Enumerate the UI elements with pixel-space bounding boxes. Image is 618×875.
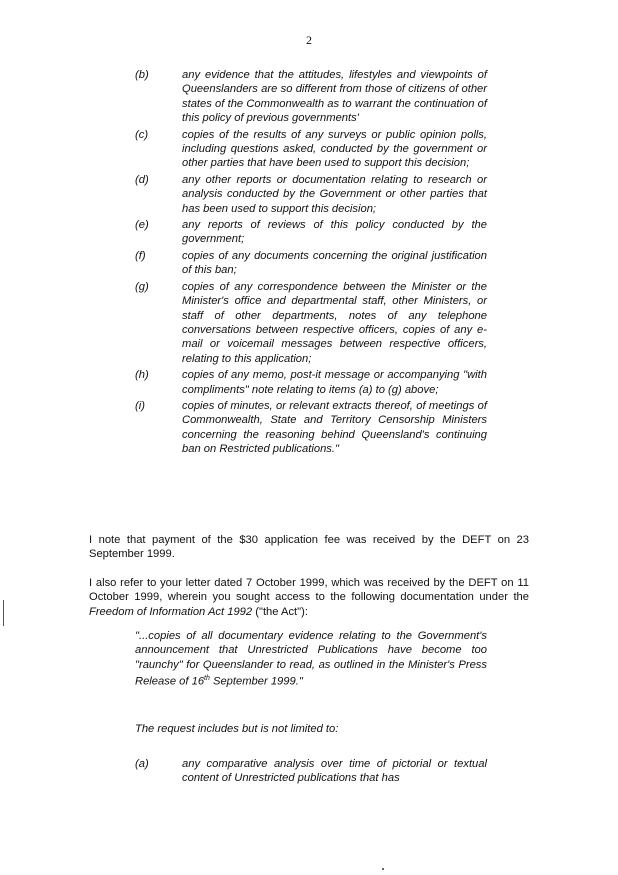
request-sublist xyxy=(135,757,487,788)
list-item-label: (d) xyxy=(135,173,149,186)
letter-text-start: I also refer to your letter dated 7 October 1999, which was received by the DEFT on 11 October 1999, wherein you sought access to the following documentation under the xyxy=(89,577,529,604)
quote-text: "...copies of all documentary evidence relating to the Government's announcement that Unrestricted Publications have become too "raunchy" for Queenslander to read, as outlined in the Minister's Press Release of 16 xyxy=(135,630,487,688)
page-number: 2 xyxy=(306,33,312,47)
letter-paragraph xyxy=(89,576,529,619)
list-item-label: (e) xyxy=(135,219,149,232)
list-item xyxy=(135,757,487,786)
quoted-request xyxy=(135,629,487,689)
fee-paragraph: I note that payment of the $30 application fee was received by the DEFT on 23 September 1999. xyxy=(89,534,529,561)
list-item-text: any other reports or documentation relating to research or analysis conducted by the Government or other parties that has been used to support this decision; xyxy=(182,173,487,215)
list-item-text: copies of any memo, post-it message or accompanying "with compliments" note relating to items (a) to (g) above; xyxy=(182,369,487,396)
list-item xyxy=(135,399,487,457)
list-item-label: (h) xyxy=(135,369,149,382)
act-name: Freedom of Information Act 1992 xyxy=(89,605,253,618)
list-item-text: copies of any correspondence between the Minister or the Minister's office and departmental staff, other Ministers, or staff of other departments, notes of any telephone conversations between respective officers, copies of any e-mail or voicemail messages between respective officers, relating to this application; xyxy=(182,280,487,365)
list-item-label: (g) xyxy=(135,280,149,293)
quote-end: September 1999." xyxy=(209,675,303,688)
list-item xyxy=(135,249,487,278)
list-item-text: copies of minutes, or relevant extracts thereof, of meetings of Commonwealth, State and Territory Censorship Ministers concerning the reasoning behind Queensland's continuing ban on Restricted publications." xyxy=(182,399,487,456)
list-item xyxy=(135,368,487,397)
list-item-label: (c) xyxy=(135,128,149,141)
list-item xyxy=(135,173,487,216)
list-item-text: any reports of reviews of this policy conducted by the government; xyxy=(182,219,487,246)
quote-superscript: th xyxy=(204,675,210,683)
list-item xyxy=(135,280,487,366)
scan-dot xyxy=(382,868,384,870)
list-item-text: any evidence that the attitudes, lifestyles and viewpoints of Queenslanders are so different from those of citizens of other states of the Commonwealth as to warrant the continuation of this policy of previous governments' xyxy=(182,69,487,125)
list-item-text: copies of the results of any surveys or public opinion polls, including questions asked, conducted by the government or other parties that have been used to support this decision; xyxy=(182,128,487,170)
list-item-label: (b) xyxy=(135,69,149,81)
list-item-label: (f) xyxy=(135,249,146,262)
list-item-text: any comparative analysis over time of pictorial or textual content of Unrestricted publications that has xyxy=(182,758,487,785)
list-item-label: (i) xyxy=(135,399,145,412)
list-item xyxy=(135,218,487,247)
request-list xyxy=(135,68,487,459)
list-item xyxy=(135,68,487,126)
letter-text-end: ("the Act"): xyxy=(252,605,308,618)
margin-mark xyxy=(3,600,4,626)
list-item-text: copies of any documents concerning the original justification of this ban; xyxy=(182,249,487,277)
request-note: The request includes but is not limited to: xyxy=(135,723,339,735)
list-item-label: (a) xyxy=(135,758,149,770)
list-item xyxy=(135,128,487,171)
